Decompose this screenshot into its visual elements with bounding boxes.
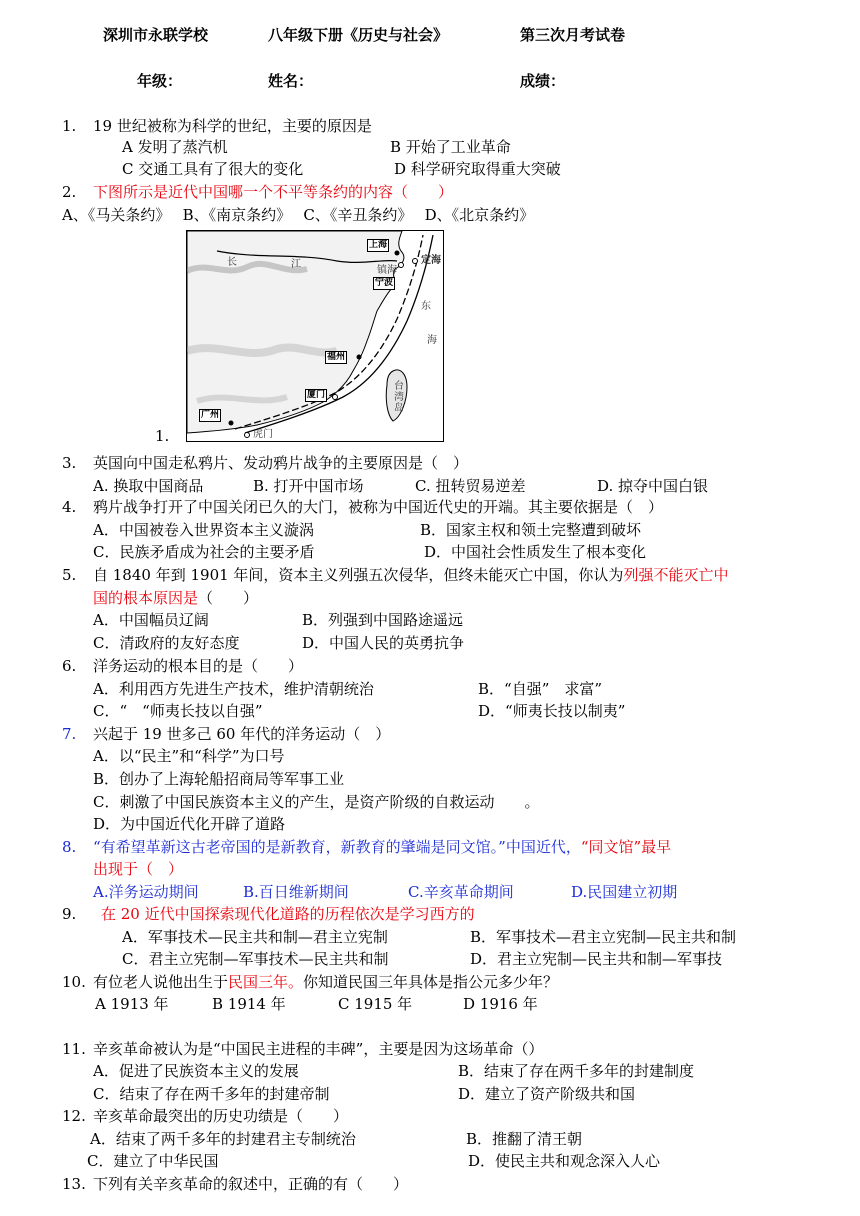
q7-option-a: A．以“民主”和“科学”为口号 (93, 747, 285, 765)
q9-option-d: D．君主立宪制—民主共和制—军事技 (470, 950, 723, 968)
q7-number: 7. (62, 725, 77, 743)
q8-option-c: C.辛亥革命期间 (408, 883, 514, 901)
grade-label: 年级： (137, 72, 183, 90)
q6-option-c: C．“ “师夷长技以自强” (93, 702, 263, 720)
map-caption: 1. (155, 427, 170, 445)
map-city-ningbo: 宁波 (375, 278, 394, 288)
q9-option-b: B．军事技术—君主立宪制—民主共和制 (470, 928, 737, 946)
q12-option-a: A．结束了两千多年的封建君主专制统治 (90, 1130, 356, 1148)
q5-stem-line2: 国的根本原因是（ ） (93, 589, 259, 607)
q7-option-b: B．创办了上海轮船招商局等军事工业 (93, 770, 345, 788)
q11-option-b: B．结束了存在两千多年的封建制度 (458, 1062, 695, 1080)
q8-option-b: B.百日维新期间 (243, 883, 349, 901)
name-label: 姓名： (268, 72, 314, 90)
q3-option-c: C. 扭转贸易逆差 (415, 477, 526, 495)
map-city-dinghai: 定海 (421, 255, 441, 266)
q4-option-b: B．国家主权和领土完整遭到破坏 (420, 521, 642, 539)
map-city-shanghai: 上海 (369, 240, 388, 250)
q5-option-c: C．清政府的友好态度 (93, 634, 240, 652)
score-label: 成绩： (520, 72, 566, 90)
q11-option-d: D．建立了资产阶级共和国 (458, 1085, 636, 1103)
q9-stem: 在 20 近代中国探索现代化道路的历程依次是学习西方的 (101, 905, 475, 923)
q13-number: 13. (62, 1175, 86, 1193)
q4-number: 4. (62, 498, 77, 516)
map-river-label-1: 长 (227, 257, 237, 268)
q8-number: 8. (62, 838, 77, 856)
q6-option-b: B．“自强” 求富” (478, 680, 603, 698)
map-sea-label-2: 海 (427, 335, 437, 346)
q3-stem: 英国向中国走私鸦片、发动鸦片战争的主要原因是（ ） (93, 454, 469, 472)
q6-number: 6. (62, 657, 77, 675)
map-sea-label-1: 东 (421, 301, 431, 312)
q4-option-d: D．中国社会性质发生了根本变化 (424, 543, 647, 561)
q6-option-a: A．利用西方先进生产技术，维护清朝统治 (93, 680, 374, 698)
course-name: 八年级下册《历史与社会》 (268, 26, 449, 44)
q1-option-d: D 科学研究取得重大突破 (394, 160, 561, 178)
q7-option-c: C．刺激了中国民族资本主义的产生，是资产阶级的自救运动 。 (93, 793, 540, 811)
q11-option-a: A．促进了民族资本主义的发展 (93, 1062, 299, 1080)
q3-option-b: B. 打开中国市场 (253, 477, 364, 495)
q1-stem: 19 世纪被称为科学的世纪，主要的原因是 (93, 117, 372, 135)
q13-stem: 下列有关辛亥革命的叙述中，正确的有（ ） (93, 1175, 409, 1193)
q3-option-d: D. 掠夺中国白银 (597, 477, 709, 495)
q3-number: 3. (62, 454, 77, 472)
map-river-label-2: 江 (291, 259, 301, 270)
q11-number: 11. (62, 1040, 86, 1058)
school-name: 深圳市永联学校 (103, 26, 209, 44)
coastline-map-graphic (187, 231, 443, 441)
q5-option-b: B．列强到中国路途遥远 (302, 611, 464, 629)
q9-option-a: A．军事技术—民主共和制—君主立宪制 (122, 928, 388, 946)
q12-number: 12. (62, 1107, 86, 1125)
q9-number: 9. (62, 905, 77, 923)
map-island-label: 台湾岛 (394, 381, 404, 414)
q12-option-c: C．建立了中华民国 (87, 1152, 219, 1170)
q2-stem: 下图所示是近代中国哪一个不平等条约的内容（ ） (93, 183, 454, 201)
q12-option-d: D．使民主共和观念深入人心 (468, 1152, 661, 1170)
q1-option-b: B 开始了工业革命 (390, 138, 511, 156)
q5-stem: 自 1840 年到 1901 年间，资本主义列强五次侵华，但终未能灭亡中国，你认为列强不能灭亡中 (93, 566, 729, 584)
q8-stem-line2: 出现于（ ） (93, 860, 184, 878)
q1-option-a: A 发明了蒸汽机 (122, 138, 228, 156)
q4-stem: 鸦片战争打开了中国关闭已久的大门，被称为中国近代史的开端。其主要依据是（ ） (93, 498, 664, 516)
q2-number: 2. (62, 183, 77, 201)
q11-option-c: C．结束了存在两千多年的封建帝制 (93, 1085, 330, 1103)
q10-option-a: A 1913 年 (95, 995, 169, 1013)
q2-options: A、《马关条约》 B、《南京条约》 C、《辛丑条约》 D、《北京条约》 (62, 206, 535, 224)
q10-option-d: D 1916 年 (463, 995, 538, 1013)
q6-stem: 洋务运动的根本目的是（ ） (93, 657, 304, 675)
q10-option-c: C 1915 年 (338, 995, 413, 1013)
q1-option-c: C 交通工具有了很大的变化 (122, 160, 304, 178)
q12-stem: 辛亥革命最突出的历史功绩是（ ） (93, 1107, 349, 1125)
q12-option-b: B．推翻了清王朝 (466, 1130, 583, 1148)
q8-option-a: A.洋务运动期间 (93, 883, 199, 901)
q9-option-c: C．君主立宪制—军事技术—民主共和制 (122, 950, 389, 968)
map-city-humen: 虎门 (253, 429, 273, 440)
q10-stem: 有位老人说他出生于民国三年。你知道民国三年具体是指公元多少年？ (93, 973, 559, 991)
q4-option-c: C．民族矛盾成为社会的主要矛盾 (93, 543, 315, 561)
q10-option-b: B 1914 年 (212, 995, 286, 1013)
q5-option-d: D．中国人民的英勇抗争 (302, 634, 465, 652)
q5-option-a: A．中国幅员辽阔 (93, 611, 209, 629)
treaty-map (186, 230, 444, 442)
q3-option-a: A. 换取中国商品 (93, 477, 204, 495)
q7-stem: 兴起于 19 世多己 60 年代的洋务运动（ ） (93, 725, 391, 743)
q7-option-d: D．为中国近代化开辟了道路 (93, 815, 286, 833)
map-city-xiamen: 厦门 (307, 390, 326, 400)
q1-number: 1. (62, 117, 77, 135)
q8-stem: “有希望革新这古老帝国的是新教育，新教育的肇端是同文馆。”中国近代，“同文馆”最早 (93, 838, 672, 856)
q5-number: 5. (62, 566, 77, 584)
q8-option-d: D.民国建立初期 (571, 883, 678, 901)
q10-number: 10. (62, 973, 86, 991)
q4-option-a: A．中国被卷入世界资本主义漩涡 (93, 521, 314, 539)
map-city-fuzhou: 福州 (327, 352, 346, 362)
q6-option-d: D．“师夷长技以制夷” (478, 702, 626, 720)
q11-stem: 辛亥革命被认为是“中国民主进程的丰碑”，主要是因为这场革命（） (93, 1040, 544, 1058)
exam-title: 第三次月考试卷 (520, 26, 626, 44)
map-city-zhenhai: 镇海 (377, 265, 397, 276)
map-city-guangzhou: 广州 (201, 410, 220, 420)
